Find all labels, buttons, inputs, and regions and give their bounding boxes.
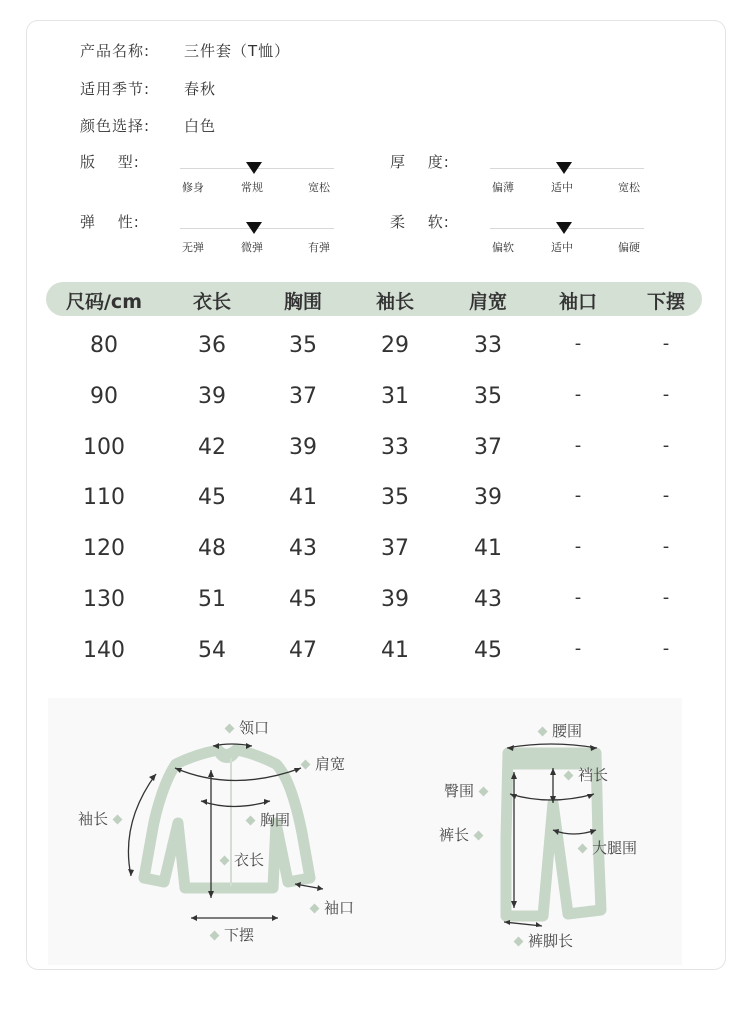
fit-option-1: 修身 [182, 181, 204, 194]
table-cell: 29 [381, 333, 409, 358]
product-name-label: 产品名称: [80, 42, 151, 60]
cuff-label: 袖口 [305, 897, 354, 918]
pant-length-label: 裤长 [439, 824, 488, 845]
product-name-value: 三件套（T恤） [184, 42, 291, 60]
hip-label: 臀围 [444, 780, 493, 801]
table-cell: 43 [289, 536, 317, 562]
table-cell: - [662, 383, 670, 405]
table-cell: 51 [198, 587, 226, 612]
table-cell: - [574, 333, 582, 354]
table-cell: 90 [90, 383, 118, 409]
elasticity-scale-marker [246, 222, 262, 234]
table-header-cell: 袖口 [558, 291, 598, 313]
table-cell: 41 [381, 637, 409, 663]
table-header-cell: 袖长 [375, 291, 415, 313]
softness-scale-marker [556, 222, 572, 234]
softness-option-3: 偏硬 [618, 241, 640, 254]
elasticity-option-1: 无弹 [182, 241, 204, 254]
table-cell: - [574, 637, 582, 659]
table-cell: 110 [83, 485, 125, 511]
table-cell: 45 [474, 637, 502, 663]
table-cell: 41 [474, 536, 502, 562]
table-cell: 130 [83, 587, 125, 612]
table-cell: - [574, 434, 582, 456]
table-cell: - [662, 637, 670, 659]
elasticity-option-2: 微弹 [241, 241, 263, 254]
table-cell: 41 [289, 485, 317, 511]
thickness-option-3: 宽松 [618, 181, 640, 194]
table-cell: - [574, 587, 582, 608]
softness-scale-label: 柔 软: [390, 213, 450, 231]
table-cell: 45 [198, 485, 226, 511]
table-cell: 100 [83, 434, 125, 460]
table-cell: 36 [198, 333, 226, 358]
table-header-cell: 尺码/cm [65, 291, 143, 313]
color-row [80, 115, 217, 136]
table-cell: - [662, 333, 670, 354]
table-header-cell: 衣长 [192, 291, 232, 313]
garment-illustration [48, 698, 682, 965]
table-cell: 33 [381, 434, 409, 460]
table-cell: 54 [198, 637, 226, 663]
chest-label: 胸围 [241, 809, 290, 830]
table-cell: 47 [289, 637, 317, 663]
thickness-option-1: 偏薄 [492, 181, 514, 194]
table-cell: 39 [198, 383, 226, 409]
table-cell: 37 [289, 383, 317, 409]
table-cell: - [662, 536, 670, 558]
season-label: 适用季节: [80, 80, 151, 98]
table-cell: 80 [90, 333, 118, 358]
product-name-row [80, 40, 291, 61]
table-cell: 48 [198, 536, 226, 562]
table-cell: - [574, 383, 582, 405]
thickness-scale-label: 厚 度: [390, 153, 450, 171]
table-header-cell: 胸围 [283, 291, 323, 313]
table-cell: 120 [83, 536, 125, 562]
table-cell: 140 [83, 637, 125, 663]
table-cell: 45 [289, 587, 317, 612]
fit-option-3: 宽松 [308, 181, 330, 194]
table-cell: 35 [474, 383, 502, 409]
table-cell: 39 [289, 434, 317, 460]
fit-scale-label: 版 型: [80, 153, 140, 171]
elasticity-option-3: 有弹 [308, 241, 330, 254]
softness-option-2: 适中 [551, 241, 573, 254]
table-cell: - [662, 587, 670, 608]
table-cell: 43 [474, 587, 502, 612]
softness-option-1: 偏软 [492, 241, 514, 254]
elasticity-scale-label: 弹 性: [80, 213, 140, 231]
size-table-header [46, 282, 702, 316]
hem-label: 下摆 [205, 924, 254, 945]
table-cell: - [574, 485, 582, 507]
thickness-scale-marker [556, 162, 572, 174]
season-row [80, 78, 217, 99]
table-cell: - [662, 485, 670, 507]
leg-opening-label: 裤脚长 [509, 930, 573, 951]
color-label: 颜色选择: [80, 117, 151, 135]
color-value: 白色 [184, 117, 217, 135]
thigh-label: 大腿围 [573, 837, 637, 858]
waist-label: 腰围 [533, 720, 582, 741]
table-cell: 37 [474, 434, 502, 460]
thickness-option-2: 适中 [551, 181, 573, 194]
table-cell: 35 [289, 333, 317, 358]
table-cell: 42 [198, 434, 226, 460]
table-cell: - [662, 434, 670, 456]
sleeve-label: 袖长 [78, 808, 127, 829]
table-header-cell: 肩宽 [468, 291, 508, 313]
table-cell: 35 [381, 485, 409, 511]
table-cell: 31 [381, 383, 409, 409]
season-value: 春秋 [184, 80, 217, 98]
crotch-label: 裆长 [559, 764, 608, 785]
table-header-cell: 下摆 [646, 291, 686, 313]
length-label: 衣长 [215, 849, 264, 870]
table-cell: 33 [474, 333, 502, 358]
fit-scale-marker [246, 162, 262, 174]
shoulder-label: 肩宽 [296, 753, 345, 774]
table-cell: 39 [474, 485, 502, 511]
table-cell: - [574, 536, 582, 558]
table-cell: 39 [381, 587, 409, 612]
fit-option-2: 常规 [241, 181, 263, 194]
collar-label: 领口 [220, 717, 269, 738]
measurement-diagram [48, 698, 682, 965]
table-cell: 37 [381, 536, 409, 562]
